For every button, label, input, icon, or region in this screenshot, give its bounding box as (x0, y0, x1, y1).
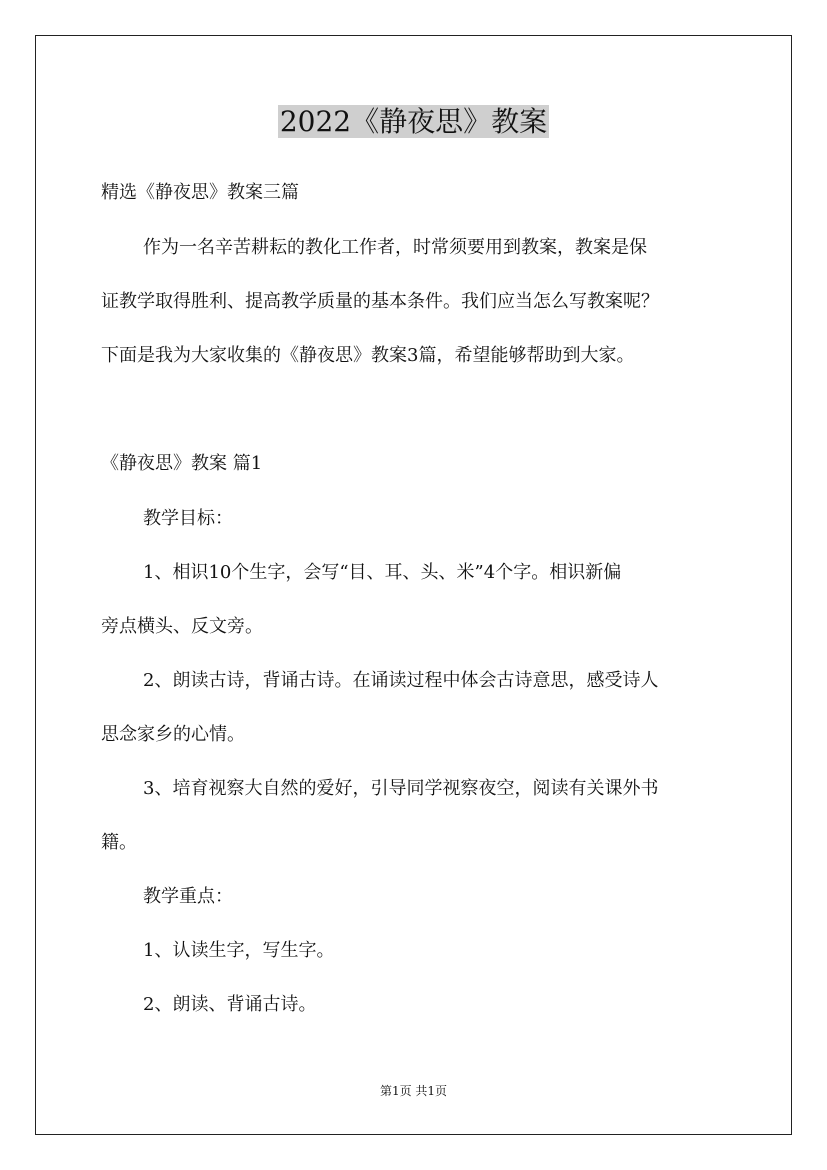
document-subtitle: 精选《静夜思》教案三篇 (101, 182, 299, 203)
goal-line-5: 3、培育视察大自然的爱好，引导同学视察夜空，阅读有关课外书 (143, 778, 659, 799)
intro-line-2: 证教学取得胜利、提高教学质量的基本条件。我们应当怎么写教案呢？ (101, 291, 659, 312)
key-point-line-1: 1、认读生字，写生字。 (143, 940, 335, 961)
document-title (0, 102, 827, 142)
goal-line-1: 1、相识10个生字，会写“目、耳、头、米”4个字。相识新偏 (143, 562, 622, 583)
key-point-line-2: 2、朗读、背诵古诗。 (143, 994, 317, 1015)
goals-heading: 教学目标： (143, 508, 233, 529)
intro-line-3: 下面是我为大家收集的《静夜思》教案3篇，希望能够帮助到大家。 (101, 345, 635, 366)
goal-line-2: 旁点横头、反文旁。 (101, 616, 263, 637)
page-footer: 第1页 共1页 (379, 1084, 448, 1098)
goal-line-4: 思念家乡的心情。 (101, 724, 245, 745)
intro-line-1: 作为一名辛苦耕耘的教化工作者，时常须要用到教案，教案是保 (143, 237, 647, 258)
document-title-text: 2022《静夜思》教案 (279, 105, 548, 138)
goal-line-6: 籍。 (101, 832, 137, 853)
section-heading: 《静夜思》教案 篇1 (101, 453, 263, 474)
goal-line-3: 2、朗读古诗，背诵古诗。在诵读过程中体会古诗意思，感受诗人 (143, 670, 659, 691)
key-points-heading: 教学重点： (143, 886, 233, 907)
